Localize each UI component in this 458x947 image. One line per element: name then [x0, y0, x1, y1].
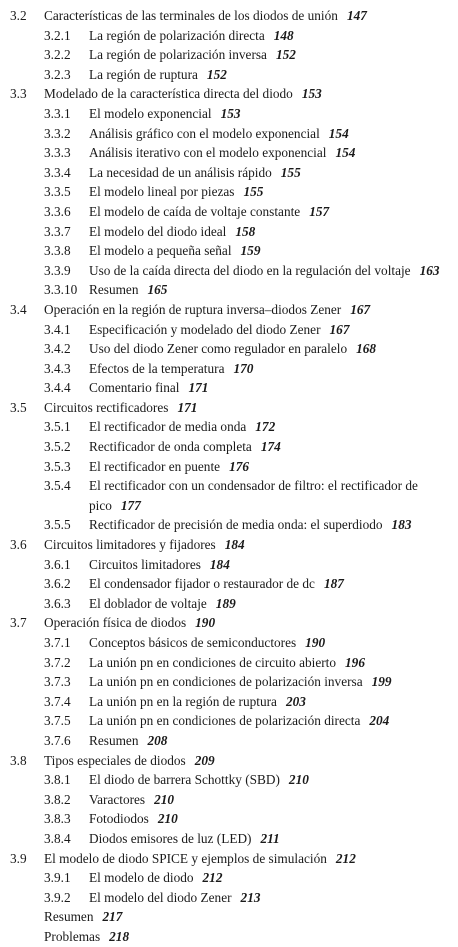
page-number: 172 [255, 419, 276, 435]
entry-text [89, 65, 227, 85]
toc-subsection-entry [0, 202, 458, 222]
entry-text [44, 535, 245, 555]
toc-subsection-entry [0, 633, 458, 653]
entry-text [89, 320, 349, 340]
entry-number: 3.3.7 [44, 223, 71, 239]
page-number: 190 [195, 615, 216, 631]
toc-subsection-entry [0, 378, 458, 398]
entry-text [89, 359, 253, 379]
page-number: 154 [328, 125, 349, 141]
entry-number: 3.4.2 [44, 341, 71, 357]
page-number: 153 [220, 105, 241, 121]
entry-text [89, 124, 349, 144]
page-number: 155 [243, 184, 264, 200]
toc-subsection-entry [0, 359, 458, 379]
entry-text [89, 241, 260, 261]
entry-text [89, 26, 294, 46]
entry-number: 3.3.3 [44, 145, 71, 161]
toc-subsection-entry [0, 26, 458, 46]
table-of-contents [0, 6, 458, 947]
entry-text [89, 496, 141, 516]
page-number: 171 [177, 399, 198, 415]
entry-title: El diodo de barrera Schottky (SBD) [89, 772, 280, 788]
toc-chapter-entry [0, 907, 458, 927]
entry-number: 3.4 [10, 301, 27, 317]
toc-subsection-entry [0, 515, 458, 535]
toc-section-entry [0, 849, 458, 869]
toc-chapter-entry [0, 927, 458, 947]
entry-title: Análisis gráfico con el modelo exponencial [89, 125, 320, 141]
page-number: 204 [369, 713, 390, 729]
entry-text [89, 182, 263, 202]
toc-subsection-entry [0, 574, 458, 594]
entry-title: Conceptos básicos de semiconductores [89, 635, 297, 650]
toc-subsection-entry [0, 143, 458, 163]
toc-subsection-entry [0, 496, 458, 516]
entry-title: Rectificador de onda completa [89, 439, 252, 455]
entry-text [89, 888, 261, 908]
page-number: 154 [335, 145, 356, 161]
entry-title: Circuitos limitadores y fijadores [44, 537, 216, 553]
toc-subsection-entry [0, 672, 458, 692]
entry-number: 3.5.2 [44, 439, 71, 455]
entry-title: La unión pn en la región de ruptura [89, 693, 277, 709]
entry-number: 3.7 [10, 615, 27, 631]
page-number: 159 [240, 243, 261, 259]
entry-text [89, 378, 208, 398]
toc-subsection-entry [0, 868, 458, 888]
entry-number: 3.3.2 [44, 125, 71, 141]
toc-section-entry [0, 751, 458, 771]
toc-section-entry [0, 613, 458, 633]
entry-number: 3.4.1 [44, 321, 71, 337]
entry-text [89, 770, 309, 790]
entry-title: Resumen [44, 909, 94, 925]
toc-subsection-entry [0, 104, 458, 124]
entry-text [89, 202, 329, 222]
entry-title: Uso del diodo Zener como regulador en paralelo [89, 341, 348, 357]
toc-section-entry [0, 535, 458, 555]
toc-subsection-entry [0, 457, 458, 477]
entry-title: Diodos emisores de luz (LED) [89, 830, 252, 846]
entry-text [89, 868, 222, 888]
page-number: 196 [345, 654, 365, 670]
entry-title: El modelo del diodo Zener [89, 889, 232, 905]
entry-text [89, 731, 167, 751]
entry-title: Tipos especiales de diodos [44, 752, 186, 768]
entry-text [89, 515, 412, 535]
entry-number: 3.6.3 [44, 595, 71, 611]
toc-subsection-entry [0, 222, 458, 242]
page-number: 210 [157, 811, 178, 827]
entry-text [89, 143, 355, 163]
entry-number: 3.5.1 [44, 419, 71, 435]
page-number: 183 [391, 517, 412, 533]
toc-subsection-entry [0, 476, 458, 496]
entry-number: 3.3.10 [44, 282, 78, 298]
entry-title: La unión pn en condiciones de polarización inversa [89, 674, 363, 690]
page-number: 210 [154, 791, 175, 807]
entry-title: Circuitos rectificadores [44, 399, 169, 415]
page-number: 174 [260, 439, 281, 455]
toc-subsection-entry [0, 241, 458, 261]
entry-number: 3.7.6 [44, 732, 71, 748]
entry-number: 3.7.2 [44, 654, 71, 670]
entry-number: 3.4.3 [44, 360, 71, 376]
entry-title: Operación física de diodos [44, 615, 187, 631]
entry-text [89, 417, 275, 437]
entry-text [89, 692, 306, 712]
entry-title: La unión pn en condiciones de circuito abierto [89, 654, 337, 670]
entry-title: El doblador de voltaje [89, 595, 207, 611]
entry-text [89, 457, 249, 477]
page-number: 209 [194, 752, 215, 768]
page-number: 177 [120, 497, 141, 513]
page-number: 158 [235, 223, 256, 239]
entry-text [44, 927, 129, 947]
page-number: 211 [260, 830, 280, 846]
entry-title: Circuitos limitadores [89, 556, 201, 572]
toc-subsection-entry [0, 829, 458, 849]
entry-number: 3.2.1 [44, 27, 71, 43]
toc-subsection-entry [0, 45, 458, 65]
toc-section-entry [0, 300, 458, 320]
entry-number: 3.8.4 [44, 830, 71, 846]
toc-subsection-entry [0, 182, 458, 202]
page-number: 190 [305, 635, 326, 650]
page-number: 168 [356, 341, 377, 357]
entry-title: Comentario final [89, 380, 180, 396]
page-number: 199 [371, 674, 392, 690]
entry-number: 3.8.2 [44, 791, 71, 807]
entry-text [89, 339, 376, 359]
toc-subsection-entry [0, 692, 458, 712]
entry-number: 3.3.5 [44, 184, 71, 200]
entry-title: La región de polarización directa [89, 27, 265, 43]
entry-number: 3.6.2 [44, 576, 71, 592]
toc-subsection-entry [0, 594, 458, 614]
entry-text [89, 672, 392, 692]
entry-text [89, 45, 296, 65]
page-number: 189 [215, 595, 236, 611]
page-number: 163 [419, 262, 440, 278]
entry-title: El rectificador de media onda [89, 419, 247, 435]
entry-title: El modelo exponencial [89, 105, 212, 121]
entry-title: Rectificador de precisión de media onda: el superdiodo [89, 517, 383, 533]
page-number: 212 [335, 850, 356, 866]
entry-title: Modelado de la característica directa del diodo [44, 86, 293, 102]
page-number: 184 [224, 537, 245, 553]
toc-subsection-entry [0, 555, 458, 575]
page-number: 147 [346, 8, 367, 23]
toc-subsection-entry [0, 124, 458, 144]
entry-text [89, 594, 236, 614]
entry-number: 3.5.3 [44, 458, 71, 474]
entry-title: El modelo lineal por piezas [89, 184, 235, 200]
entry-title: El condensador fijador o restaurador de dc [89, 576, 315, 592]
entry-text [89, 633, 325, 653]
entry-text [89, 555, 230, 575]
entry-title: El modelo de diodo SPICE y ejemplos de simulación [44, 850, 327, 866]
entry-text [89, 280, 167, 300]
entry-text [44, 613, 215, 633]
entry-number: 3.3.9 [44, 262, 71, 278]
entry-title: La unión pn en condiciones de polarización directa [89, 713, 361, 729]
entry-title: Especificación y modelado del diodo Zener [89, 321, 321, 337]
entry-number: 3.3.8 [44, 243, 71, 259]
entry-number: 3.7.3 [44, 674, 71, 690]
entry-number: 3.8.3 [44, 811, 71, 827]
page-number: 165 [147, 282, 168, 298]
entry-title: Características de las terminales de los diodos de unión [44, 8, 338, 23]
toc-subsection-entry [0, 653, 458, 673]
entry-title: El modelo del diodo ideal [89, 223, 227, 239]
entry-number: 3.7.5 [44, 713, 71, 729]
entry-text [89, 163, 301, 183]
page-number: 184 [209, 556, 230, 572]
page-number: 213 [240, 889, 261, 905]
entry-text [44, 6, 367, 26]
page-number: 155 [280, 164, 301, 180]
page-number: 217 [102, 909, 123, 925]
entry-title: Resumen [89, 732, 139, 748]
entry-text [89, 574, 344, 594]
page-number: 152 [206, 66, 227, 82]
entry-number: 3.9 [10, 850, 27, 866]
toc-subsection-entry [0, 888, 458, 908]
entry-number: 3.9.1 [44, 870, 71, 886]
entry-number: 3.7.4 [44, 693, 71, 709]
entry-text [44, 300, 370, 320]
entry-number: 3.8 [10, 752, 27, 768]
entry-text [44, 751, 215, 771]
page-number: 218 [109, 928, 130, 944]
entry-text [89, 653, 365, 673]
entry-text [89, 437, 281, 457]
entry-text [89, 809, 178, 829]
page-number: 157 [309, 203, 330, 219]
entry-text [89, 222, 255, 242]
page-number: 212 [202, 870, 223, 886]
toc-subsection-entry [0, 280, 458, 300]
entry-number: 3.2.2 [44, 47, 71, 63]
entry-number: 3.3 [10, 86, 27, 102]
entry-number: 3.7.1 [44, 635, 71, 650]
entry-number: 3.6 [10, 537, 27, 553]
toc-subsection-entry [0, 261, 458, 281]
entry-title: La región de polarización inversa [89, 47, 267, 63]
toc-section-entry [0, 84, 458, 104]
page-number: 171 [188, 380, 209, 396]
entry-text [44, 398, 197, 418]
entry-title: La región de ruptura [89, 66, 198, 82]
toc-subsection-entry [0, 339, 458, 359]
entry-title: Varactores [89, 791, 146, 807]
entry-title: El modelo de caída de voltaje constante [89, 203, 301, 219]
page-number: 170 [233, 360, 254, 376]
page-number: 167 [329, 321, 350, 337]
entry-title: Operación en la región de ruptura inversa–diodos Zener [44, 301, 342, 317]
entry-text [89, 476, 418, 496]
page-number: 176 [229, 458, 250, 474]
toc-section-entry [0, 6, 458, 26]
entry-text [89, 711, 389, 731]
entry-number: 3.6.1 [44, 556, 71, 572]
entry-title: Resumen [89, 282, 139, 298]
page-number: 210 [288, 772, 309, 788]
entry-title: La necesidad de un análisis rápido [89, 164, 272, 180]
entry-number: 3.2 [10, 8, 27, 23]
entry-title: Efectos de la temperatura [89, 360, 225, 376]
page-number: 152 [275, 47, 296, 63]
toc-subsection-entry [0, 731, 458, 751]
toc-subsection-entry [0, 809, 458, 829]
entry-number: 3.9.2 [44, 889, 71, 905]
page-number: 148 [273, 27, 294, 43]
entry-title: El modelo de diodo [89, 870, 194, 886]
entry-title: pico [89, 497, 112, 513]
toc-subsection-entry [0, 163, 458, 183]
entry-text [44, 907, 122, 927]
entry-text [89, 829, 280, 849]
page-number: 203 [285, 693, 306, 709]
entry-number: 3.5.5 [44, 517, 71, 533]
entry-title: El modelo a pequeña señal [89, 243, 232, 259]
entry-number: 3.5.4 [44, 478, 71, 494]
entry-title: El rectificador con un condensador de filtro: el rectificador de [89, 478, 418, 494]
toc-subsection-entry [0, 711, 458, 731]
entry-title: El rectificador en puente [89, 458, 221, 474]
entry-text [44, 84, 322, 104]
toc-subsection-entry [0, 770, 458, 790]
page-number: 187 [323, 576, 344, 592]
entry-number: 3.8.1 [44, 772, 71, 788]
entry-number: 3.3.4 [44, 164, 71, 180]
page-number: 153 [301, 86, 322, 102]
page-number: 167 [350, 301, 371, 317]
toc-section-entry [0, 398, 458, 418]
entry-title: Fotodiodos [89, 811, 149, 827]
toc-subsection-entry [0, 65, 458, 85]
toc-subsection-entry [0, 417, 458, 437]
entry-text [89, 261, 440, 281]
entry-text [44, 849, 356, 869]
entry-number: 3.3.6 [44, 203, 71, 219]
entry-number: 3.4.4 [44, 380, 71, 396]
toc-subsection-entry [0, 320, 458, 340]
entry-title: Uso de la caída directa del diodo en la regulación del voltaje [89, 262, 411, 278]
entry-number: 3.3.1 [44, 105, 71, 121]
entry-title: Análisis iterativo con el modelo exponencial [89, 145, 327, 161]
entry-title: Problemas [44, 928, 101, 944]
toc-subsection-entry [0, 437, 458, 457]
entry-number: 3.2.3 [44, 66, 71, 82]
page-number: 208 [147, 732, 168, 748]
entry-number: 3.5 [10, 399, 27, 415]
entry-text [89, 104, 241, 124]
